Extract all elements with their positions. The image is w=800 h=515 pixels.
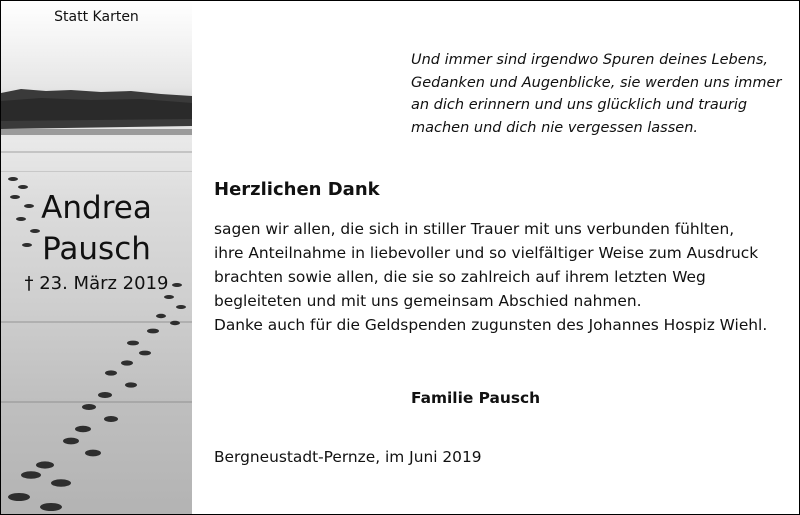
quote-line: machen und dich nie vergessen lassen. <box>411 119 698 136</box>
place-and-date: Bergneustadt-Pernze, im Juni 2019 <box>214 448 482 466</box>
deceased-last-name: Pausch <box>42 231 151 267</box>
memorial-quote <box>411 49 781 139</box>
thanks-heading: Herzlichen Dank <box>214 179 380 200</box>
thanks-line: begleiteten und mit uns gemeinsam Abschied nahmen. <box>214 292 642 310</box>
death-date: † 23. März 2019 <box>24 273 169 294</box>
quote-line: Gedanken und Augenblicke, sie werden uns immer <box>411 74 782 91</box>
quote-line: an dich erinnern und uns glücklich und traurig <box>411 97 748 113</box>
statt-karten-label: Statt Karten <box>54 9 139 25</box>
thanks-body <box>214 217 767 337</box>
beach-footprints-photo <box>1 1 192 514</box>
thanks-line: Danke auch für die Geldspenden zugunsten des Johannes Hospiz Wiehl. <box>214 316 768 334</box>
thanks-line: sagen wir allen, die sich in stiller Trauer mit uns verbunden fühlten, <box>214 220 735 238</box>
quote-line: Und immer sind irgendwo Spuren deines Lebens, <box>411 52 769 68</box>
thanks-line: brachten sowie allen, die sie so zahlreich auf ihrem letzten Weg <box>214 268 706 286</box>
thanks-line: ihre Anteilnahme in liebevoller und so vielfältiger Weise zum Ausdruck <box>214 244 759 262</box>
family-signature: Familie Pausch <box>411 389 541 407</box>
deceased-first-name: Andrea <box>41 190 152 226</box>
